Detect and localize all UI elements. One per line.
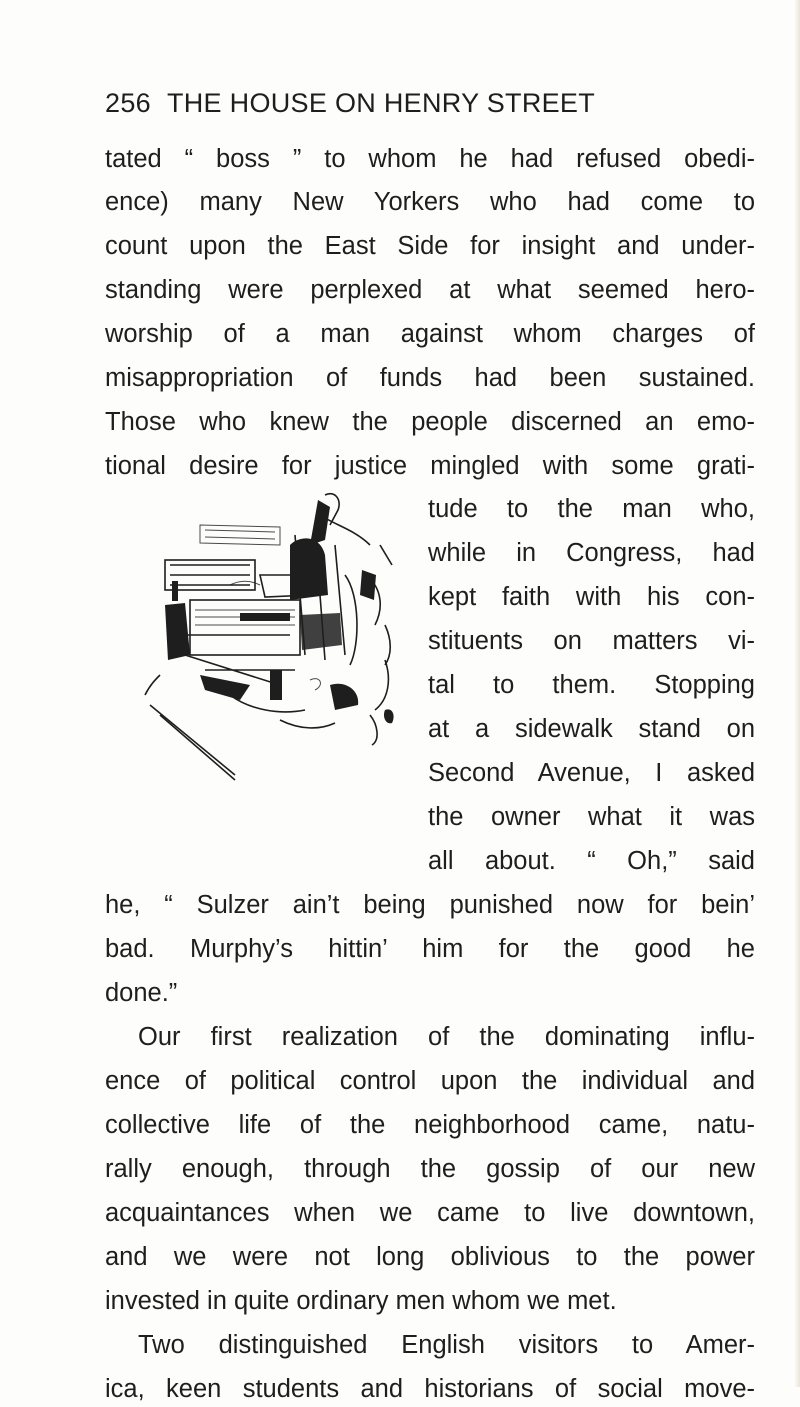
text-line: at a sidewalk stand on — [428, 715, 755, 743]
text-line: Our first realization of the dominating influ- — [138, 1023, 755, 1051]
text-line: and we were not long oblivious to the power — [105, 1243, 755, 1271]
text-line: Those who knew the people discerned an emo- — [105, 408, 755, 436]
text-line: tal to them. Stopping — [428, 671, 755, 699]
text-line: count upon the East Side for insight and under- — [105, 232, 755, 260]
running-header — [105, 88, 705, 128]
text-line: tated “ boss ” to whom he had refused obedi- — [105, 145, 755, 173]
text-line: tude to the man who, — [428, 495, 755, 523]
text-line: bad. Murphy’s hittin’ him for the good he — [105, 935, 755, 963]
engraved-illustration — [130, 485, 415, 780]
text-line: ica, keen students and historians of social move- — [105, 1375, 755, 1403]
text-line: the owner what it was — [428, 803, 755, 831]
text-line: Second Avenue, I asked — [428, 759, 755, 787]
text-line: all about. “ Oh,” said — [428, 847, 755, 875]
text-line: Two distinguished English visitors to Amer- — [138, 1331, 755, 1359]
text-line: tional desire for justice mingled with some grati- — [105, 452, 755, 480]
text-line: rally enough, through the gossip of our new — [105, 1155, 755, 1183]
text-line: standing were perplexed at what seemed hero- — [105, 276, 755, 304]
text-line: done.” — [105, 979, 178, 1007]
text-line: acquaintances when we came to live downtown, — [105, 1199, 755, 1227]
text-line: kept faith with his con- — [428, 583, 755, 611]
text-line: misappropriation of funds had been sustained. — [105, 364, 755, 392]
running-title: THE HOUSE ON HENRY STREET — [166, 88, 596, 118]
text-line: ence) many New Yorkers who had come to — [105, 188, 755, 216]
text-line: ence of political control upon the individual and — [105, 1067, 755, 1095]
text-line: he, “ Sulzer ain’t being punished now for bein’ — [105, 891, 755, 919]
page-number: 256 — [105, 88, 151, 118]
text-line: worship of a man against whom charges of — [105, 320, 755, 348]
text-line: stituents on matters vi- — [428, 627, 755, 655]
page-edge — [794, 0, 800, 1387]
text-line: while in Congress, had — [428, 539, 755, 567]
text-line: invested in quite ordinary men whom we met. — [105, 1287, 617, 1315]
text-line: collective life of the neighborhood came, natu- — [105, 1111, 755, 1139]
